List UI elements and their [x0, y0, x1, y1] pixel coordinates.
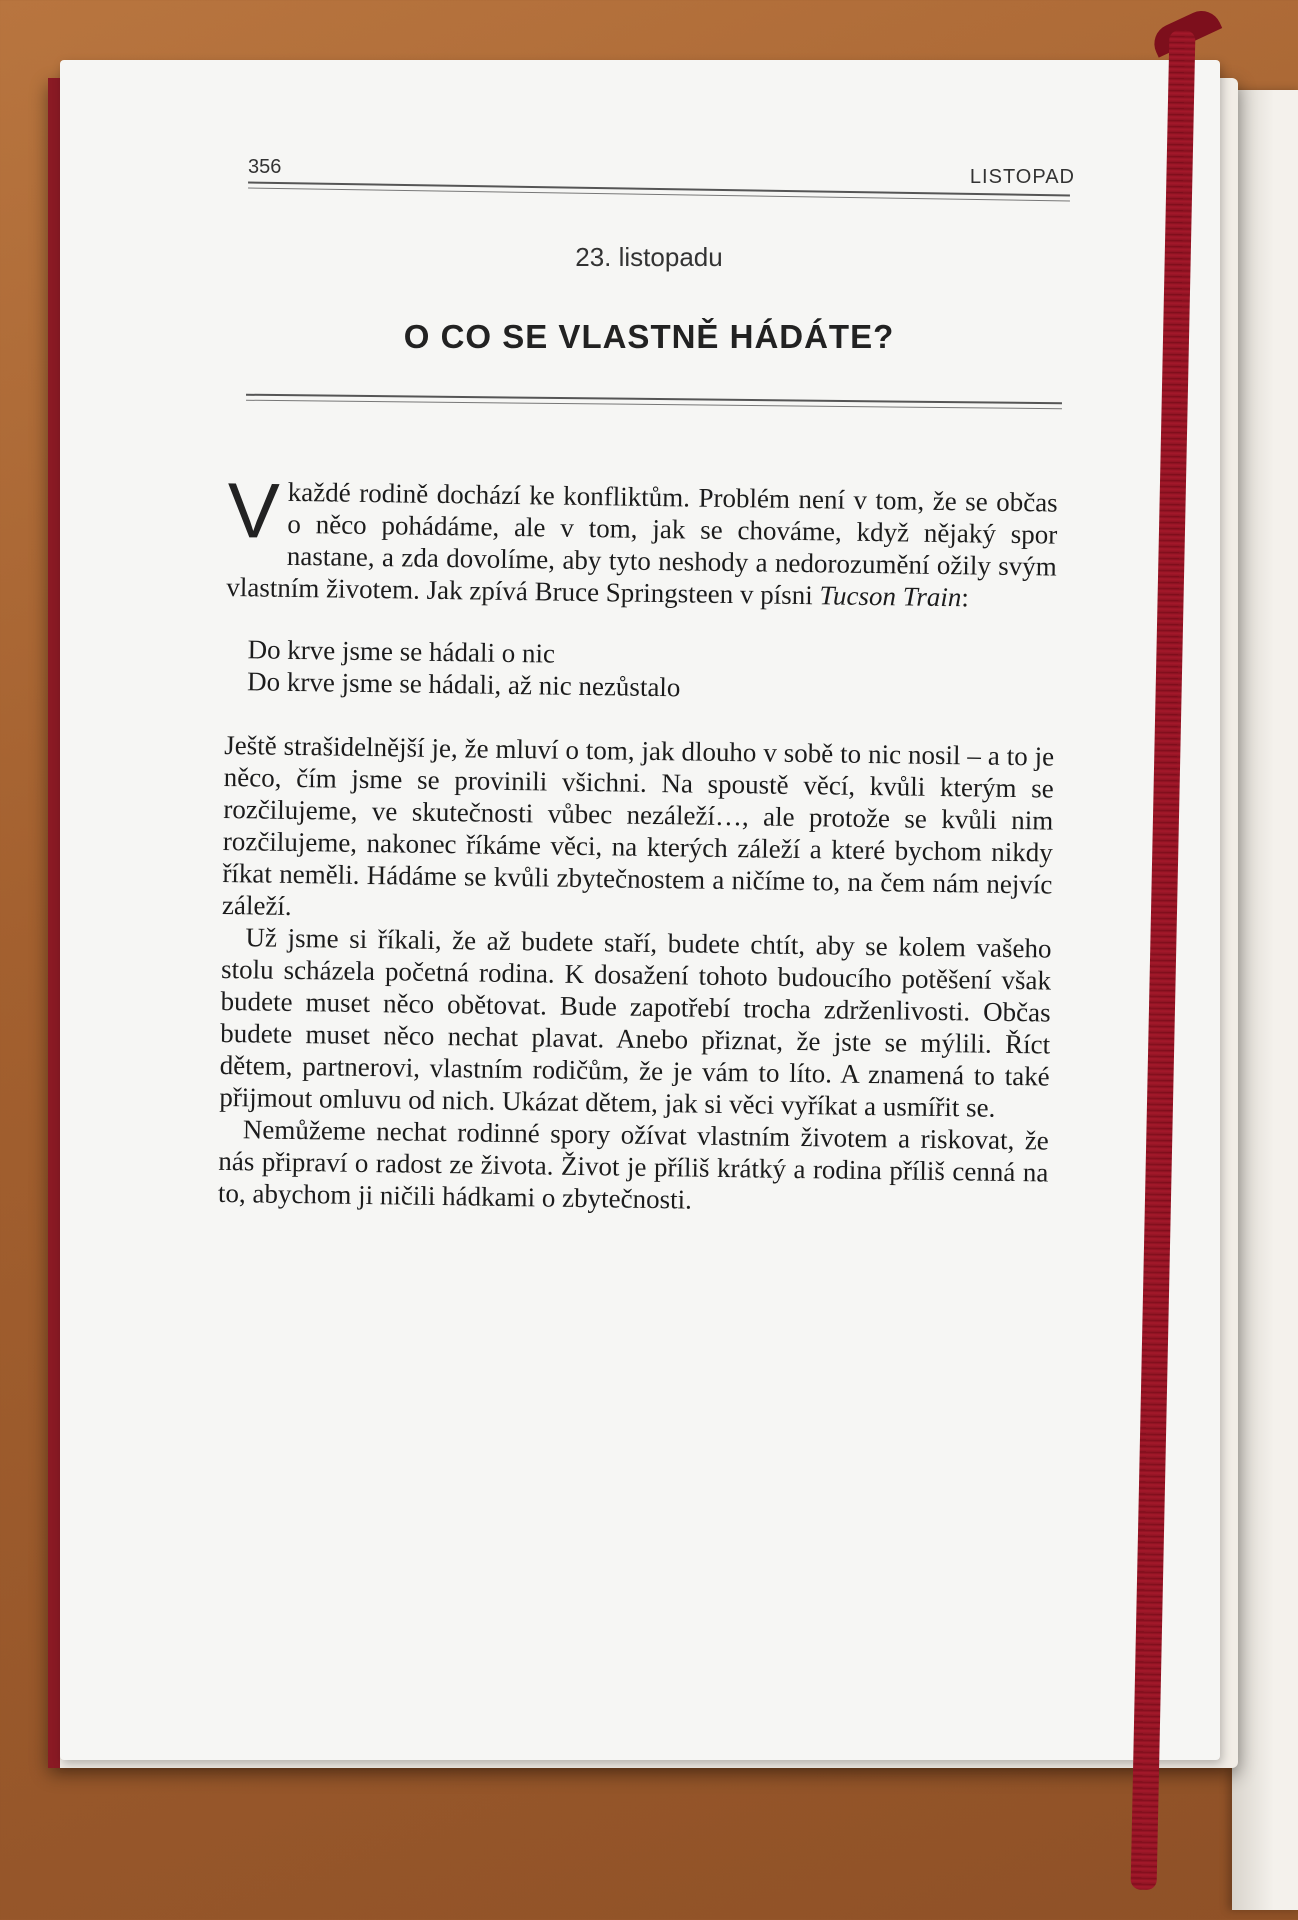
- running-title: LISTOPAD: [969, 166, 1075, 188]
- quote-line-1: Do krve jsme se hádali o nic: [247, 634, 556, 669]
- paragraph-1-end: :: [961, 582, 970, 613]
- page-number: 356: [248, 156, 282, 178]
- entry-body: [217, 466, 1058, 1221]
- paragraph-2: Ještě strašidelnější je, že mluví o tom, jak dlouho v sobě to nic nosil – a to je něco, čím jsme se provinili všichni. Na spoustě věcí, kvůli kterým se rozčilujeme, ve skutečnosti vůbec nezáleží…, ale protože se kvůli nim rozčilujeme, nakonec říkáme věci, na kterých záleží a které bychom nikdy říkat neměli. Hádáme se kvůli zbytečnostem a ničíme to, na čem nám nejvíc záleží.: [221, 729, 1055, 921]
- facing-page-edge: [1232, 90, 1298, 1910]
- quote-line-2: Do krve jsme se hádali, až nic nezůstalo: [246, 666, 681, 703]
- paragraph-3: Už jsme si říkali, že až budete staří, budete chtít, aby se kolem vašeho stolu scházela početná rodina. K dosažení tohoto budoucího potěšení však budete muset něco obětovat. Bude zapotřebí trocha zdrženlivosti. Občas budete muset něco nechat plavat. Anebo přiznat, že jste se mýlili. Říct dětem, partnerovi, vlastním rodičům, že je vám to líto. A znamená to také přijmout omluvu od nich. Ukázat dětem, jak si věci vyříkat a usmířit se.: [219, 922, 1052, 1123]
- song-title: Tucson Train: [819, 580, 962, 613]
- entry-date: 23. listopadu: [575, 242, 723, 272]
- paragraph-4: Nemůžeme nechat rodinné spory ožívat vlastním životem a riskovat, že nás připraví o radost ze života. Život je příliš krátký a rodina příliš cenná na to, abychom ji ničili hádkami o zbytečnosti.: [217, 1114, 1049, 1215]
- drop-cap: V: [226, 466, 281, 555]
- entry-title: O CO SE VLASTNĚ HÁDÁTE?: [403, 318, 895, 355]
- song-quote: [247, 633, 1056, 708]
- paragraph-1-text: každé rodině dochází ke konfliktům. Problém není v tom, že se občas o něco pohádáme, ale v tom, jak se chováme, když nějaký spor nastane, a zda dovolíme, aby tyto neshody a nedorozumění ožily svým vlastním životem. Jak zpívá Bruce Springsteen v písni: [226, 476, 1058, 611]
- paragraph-1: [226, 466, 1058, 615]
